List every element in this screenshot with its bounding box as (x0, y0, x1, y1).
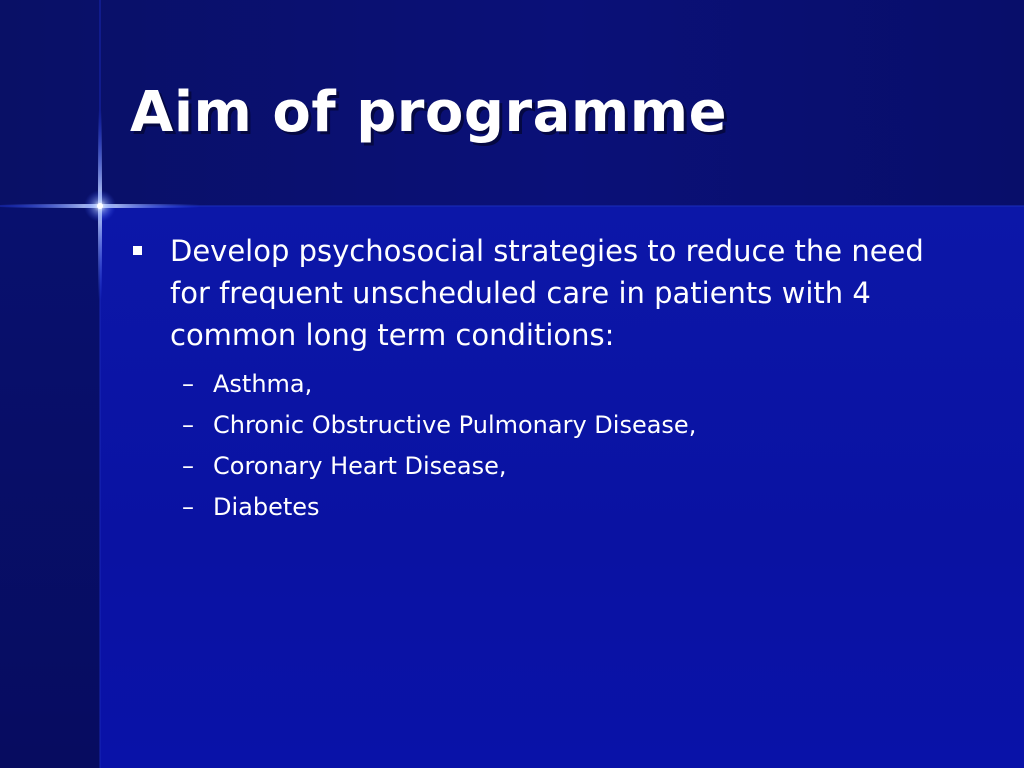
bullet-text: Develop psychosocial strategies to reduce the need for frequent unscheduled care in patients with 4 common long term conditions: (170, 234, 924, 352)
sub-item-text: Diabetes (213, 493, 320, 521)
bullet-list (130, 230, 970, 528)
sub-item (170, 446, 970, 487)
dash-marker: – (182, 370, 194, 398)
dash-marker: – (182, 493, 194, 521)
slide-title: Aim of programme (130, 80, 728, 145)
sub-item-text: Chronic Obstructive Pulmonary Disease, (213, 411, 697, 439)
sub-bullet-list (170, 364, 970, 528)
sub-item (170, 364, 970, 405)
left-band (0, 206, 100, 768)
bullet-square-icon (133, 246, 142, 255)
sub-item-text: Coronary Heart Disease, (213, 452, 507, 480)
bullet-item (130, 230, 970, 528)
dash-marker: – (182, 411, 194, 439)
sub-item (170, 487, 970, 528)
dash-marker: – (182, 452, 194, 480)
sub-item-text: Asthma, (213, 370, 313, 398)
sub-item (170, 405, 970, 446)
